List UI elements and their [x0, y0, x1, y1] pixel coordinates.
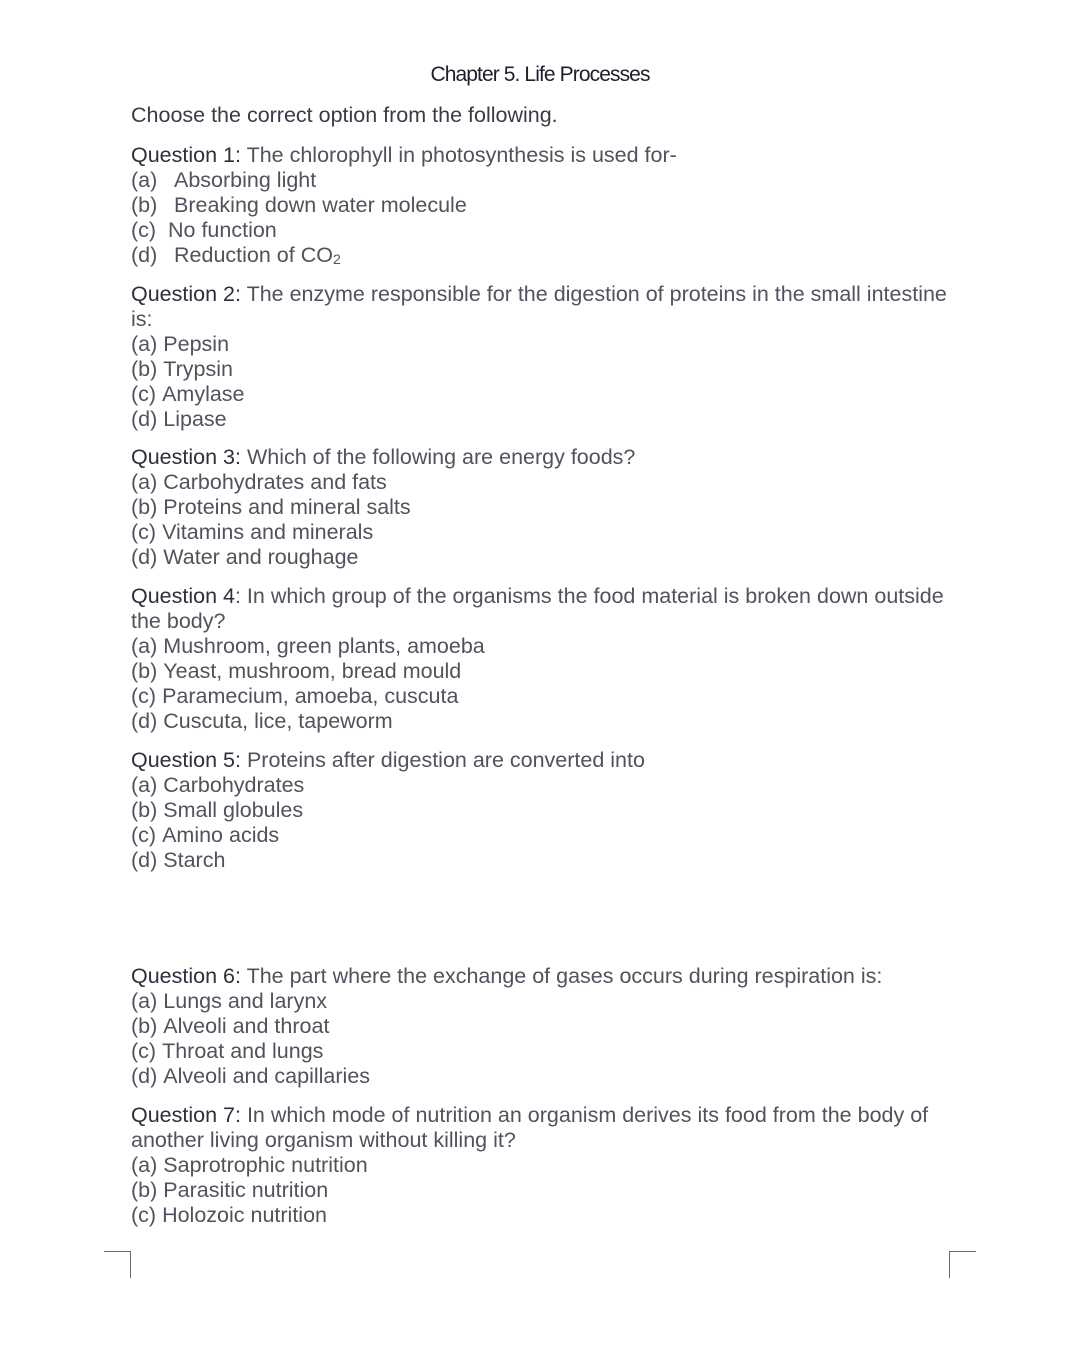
option-text: Mushroom, green plants, amoeba: [163, 634, 485, 658]
option-a: [131, 989, 971, 1014]
option-letter: (a): [131, 989, 158, 1013]
option-c: [131, 684, 971, 709]
option-a: [131, 470, 971, 495]
option-letter: (a): [131, 634, 158, 658]
option-text: Lipase: [163, 407, 227, 431]
option-d: [131, 243, 971, 272]
question-5: [131, 748, 971, 873]
option-text: Alveoli and capillaries: [163, 1064, 371, 1088]
question-text: [131, 748, 971, 773]
option-letter: (c): [131, 382, 157, 406]
option-letter: (b): [131, 357, 158, 381]
option-c: [131, 520, 971, 545]
option-b: [131, 357, 971, 382]
option-d: [131, 848, 971, 873]
question-text: [131, 964, 971, 989]
question-text: [131, 1103, 971, 1153]
question-label: Question 3:: [131, 445, 241, 469]
option-d: [131, 709, 971, 734]
option-text: Alveoli and throat: [163, 1014, 330, 1038]
question-text: [131, 445, 971, 470]
crop-mark-right: [949, 1251, 976, 1278]
option-text: Paramecium, amoeba, cuscuta: [162, 684, 459, 708]
option-letter: (b): [131, 659, 158, 683]
option-text: Yeast, mushroom, bread mould: [163, 659, 462, 683]
option-c: [131, 1203, 971, 1228]
option-text: Throat and lungs: [162, 1039, 324, 1063]
option-text: Small globules: [163, 798, 304, 822]
option-text: No function: [168, 218, 277, 242]
question-body: The part where the exchange of gases occurs during respiration is:: [246, 964, 883, 988]
option-text: Pepsin: [163, 332, 230, 356]
option-a: [131, 332, 971, 357]
question-text: [131, 143, 971, 168]
option-letter: (a): [131, 773, 158, 797]
page-title: Chapter 5. Life Processes: [430, 63, 650, 86]
option-b: [131, 798, 971, 823]
option-text: Saprotrophic nutrition: [163, 1153, 368, 1177]
option-letter: (b): [131, 495, 158, 519]
option-c: [131, 218, 971, 243]
question-label: Question 1:: [131, 143, 241, 167]
question-label: Question 7:: [131, 1103, 241, 1127]
option-letter: (a): [131, 332, 158, 356]
question-body: : In which group of the organisms the food material is broken down outside the body?: [131, 584, 944, 633]
option-letter: (a): [131, 1153, 158, 1177]
option-text: Starch: [163, 848, 226, 872]
option-d: [131, 407, 971, 432]
question-label: Question 6:: [131, 964, 241, 988]
option-letter: (b): [131, 193, 158, 217]
question-body: Which of the following are energy foods?: [246, 445, 636, 469]
option-text: Amylase: [162, 382, 245, 406]
option-text: Proteins and mineral salts: [163, 495, 411, 519]
option-letter: (c): [131, 1203, 157, 1227]
option-d: [131, 1064, 971, 1089]
option-text: Parasitic nutrition: [163, 1178, 329, 1202]
option-text: Breaking down water molecule: [174, 193, 467, 217]
option-text: Cuscuta, lice, tapeworm: [163, 709, 393, 733]
option-c: [131, 823, 971, 848]
question-3: [131, 445, 971, 570]
question-6: [131, 964, 971, 1089]
question-7: [131, 1103, 971, 1228]
option-letter: (d): [131, 709, 158, 733]
question-label: Question 5:: [131, 748, 241, 772]
question-body: The chlorophyll in photosynthesis is used for-: [246, 143, 677, 167]
option-a: [131, 1153, 971, 1178]
option-letter: (b): [131, 1014, 158, 1038]
option-text: Lungs and larynx: [163, 989, 328, 1013]
question-text: [131, 282, 971, 332]
option-a: [131, 168, 971, 193]
option-text: Vitamins and minerals: [162, 520, 374, 544]
option-letter: (c): [131, 520, 157, 544]
option-text: Carbohydrates: [163, 773, 305, 797]
option-c: [131, 382, 971, 407]
subscript: 2: [332, 251, 341, 267]
option-letter: (d): [131, 407, 158, 431]
option-letter: (d): [131, 545, 158, 569]
option-a: [131, 634, 971, 659]
option-letter: (c): [131, 218, 157, 242]
option-text: Trypsin: [163, 357, 233, 381]
instruction-text: Choose the correct option from the following.: [131, 103, 558, 127]
option-text: Amino acids: [162, 823, 280, 847]
option-a: [131, 773, 971, 798]
question-4: [131, 584, 971, 734]
option-letter: (a): [131, 168, 158, 192]
option-c: [131, 1039, 971, 1064]
option-letter: (c): [131, 684, 157, 708]
option-b: [131, 1014, 971, 1039]
option-text: Carbohydrates and fats: [163, 470, 387, 494]
option-d: [131, 545, 971, 570]
option-b: [131, 659, 971, 684]
question-body: The enzyme responsible for the digestion of proteins in the small intestine is:: [131, 282, 947, 331]
option-text: Water and roughage: [163, 545, 359, 569]
option-letter: (d): [131, 243, 158, 267]
question-2: [131, 282, 971, 432]
option-letter: (b): [131, 798, 158, 822]
option-letter: (c): [131, 1039, 157, 1063]
question-1: [131, 143, 971, 272]
option-text: Holozoic nutrition: [162, 1203, 327, 1227]
question-body: In which mode of nutrition an organism derives its food from the body of another living organism without killing it?: [131, 1103, 929, 1152]
option-letter: (a): [131, 470, 158, 494]
question-text: [131, 584, 971, 634]
option-letter: (c): [131, 823, 157, 847]
option-letter: (b): [131, 1178, 158, 1202]
option-b: [131, 193, 971, 218]
option-text: Reduction of CO: [174, 243, 333, 267]
option-b: [131, 495, 971, 520]
question-label: Question 2:: [131, 282, 241, 306]
option-letter: (d): [131, 848, 158, 872]
question-label: Question 4: [131, 584, 235, 608]
option-text: Absorbing light: [174, 168, 317, 192]
crop-mark-left: [104, 1251, 131, 1278]
question-body: Proteins after digestion are converted into: [246, 748, 645, 772]
option-b: [131, 1178, 971, 1203]
option-letter: (d): [131, 1064, 158, 1088]
